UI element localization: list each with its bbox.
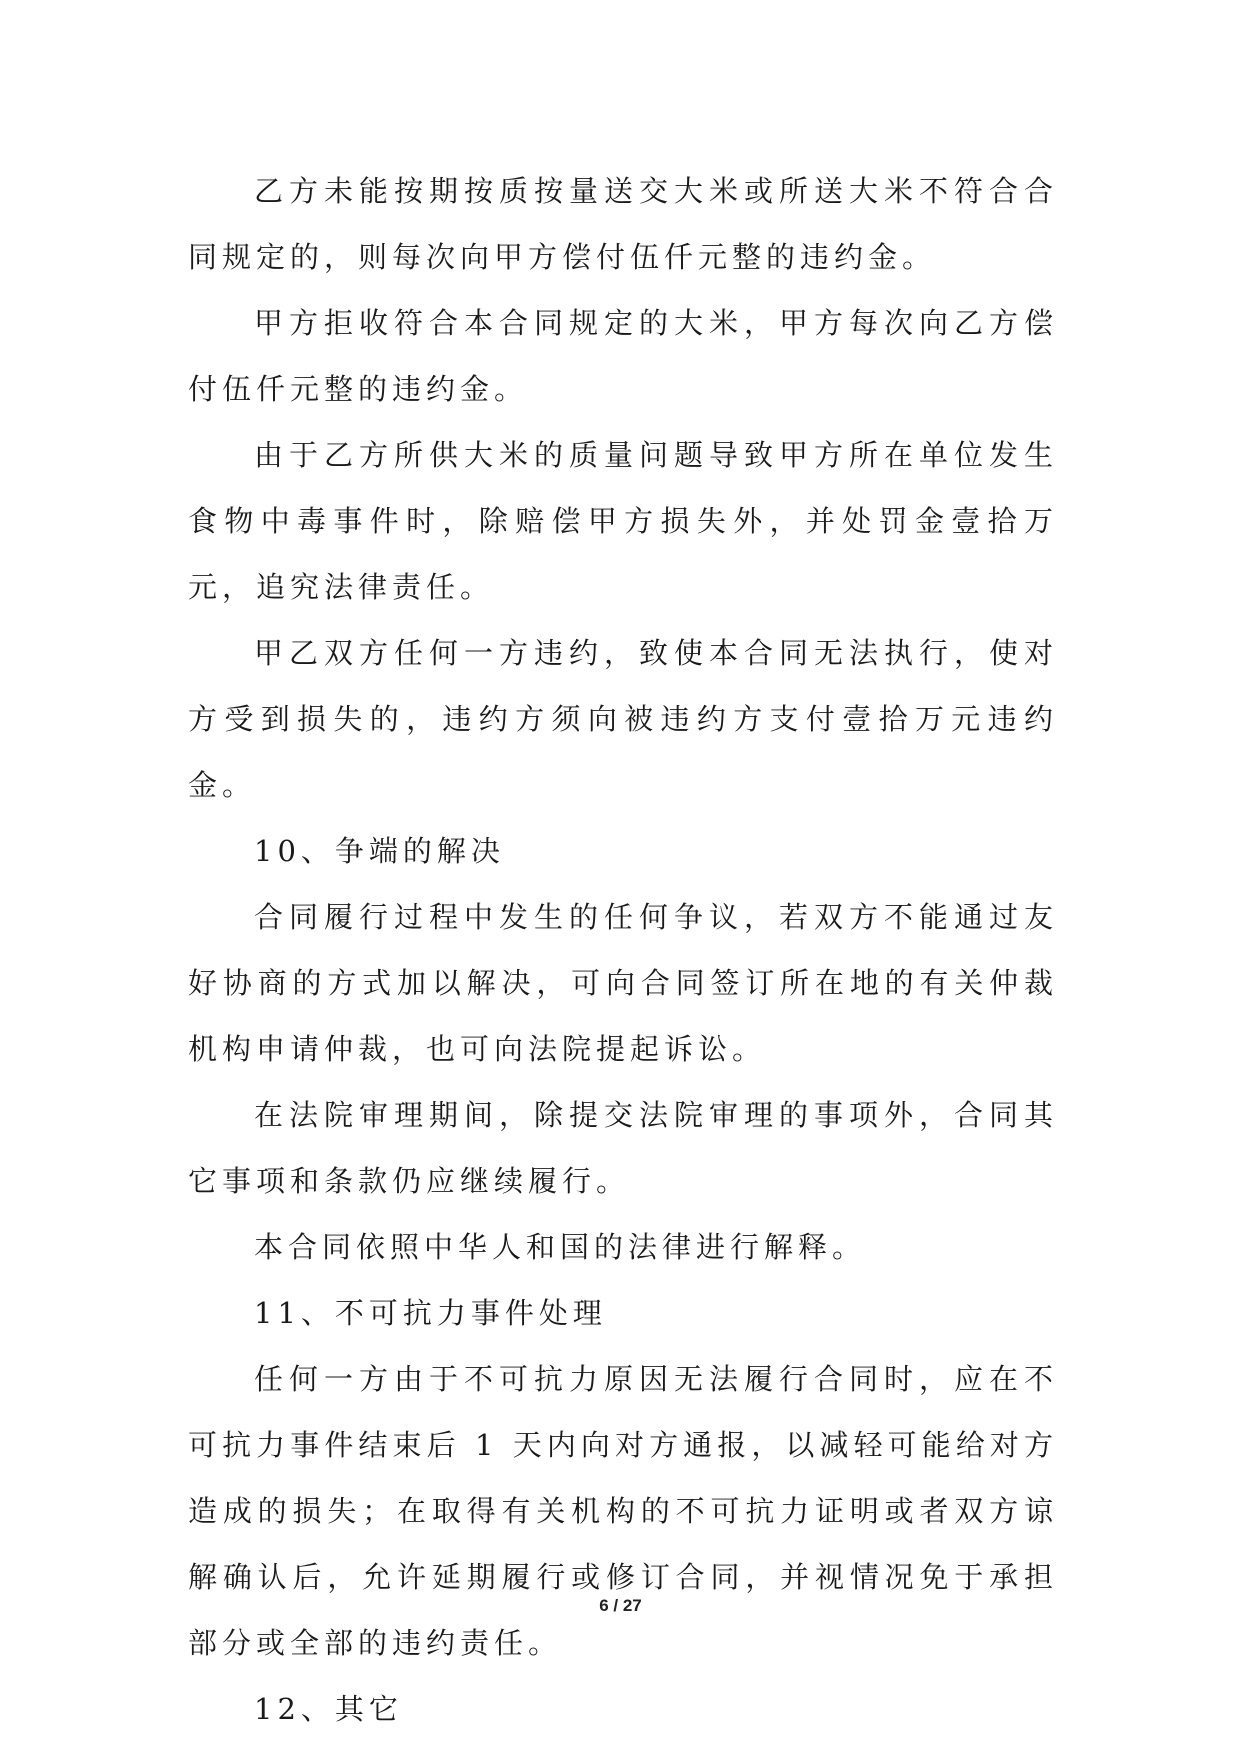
- paragraph-mutual-breach: 甲乙双方任何一方违约，致使本合同无法执行，使对方受到损失的，违约方须向被违约方支付壹拾万元违约金。: [188, 636, 1058, 802]
- paragraph-dispute-resolution: 合同履行过程中发生的任何争议，若双方不能通过友好协商的方式加以解决，可向合同签订所在地的有关仲裁机构申请仲裁，也可向法院提起诉讼。: [188, 900, 1058, 1066]
- page-number: 6 / 27: [599, 1596, 642, 1615]
- paragraph-governing-law: 本合同依照中华人和国的法律进行解释。: [254, 1230, 867, 1264]
- section-heading-force-majeure: 11、不可抗力事件处理: [254, 1296, 607, 1330]
- paragraph-breach-buyer: 甲方拒收符合本合同规定的大米，甲方每次向乙方偿付伍仟元整的违约金。: [188, 306, 1058, 406]
- document-body: [188, 158, 1058, 1742]
- paragraph-breach-supplier: 乙方未能按期按质按量送交大米或所送大米不符合合同规定的，则每次向甲方偿付伍仟元整的违约金。: [188, 174, 1058, 274]
- paragraph-court-period: 在法院审理期间，除提交法院审理的事项外，合同其它事项和条款仍应继续履行。: [188, 1098, 1058, 1198]
- paragraph-food-poisoning: 由于乙方所供大米的质量问题导致甲方所在单位发生食物中毒事件时，除赔偿甲方损失外，并处罚金壹拾万元，追究法律责任。: [188, 438, 1058, 604]
- section-heading-dispute: 10、争端的解决: [254, 834, 505, 868]
- section-heading-other: 12、其它: [254, 1692, 403, 1726]
- paragraph-force-majeure: 任何一方由于不可抗力原因无法履行合同时，应在不可抗力事件结束后 1 天内向对方通报，以减轻可能给对方造成的损失；在取得有关机构的不可抗力证明或者双方谅解确认后，允许延期履行或修订合同，并视情况免于承担部分或全部的违约责任。: [188, 1362, 1058, 1660]
